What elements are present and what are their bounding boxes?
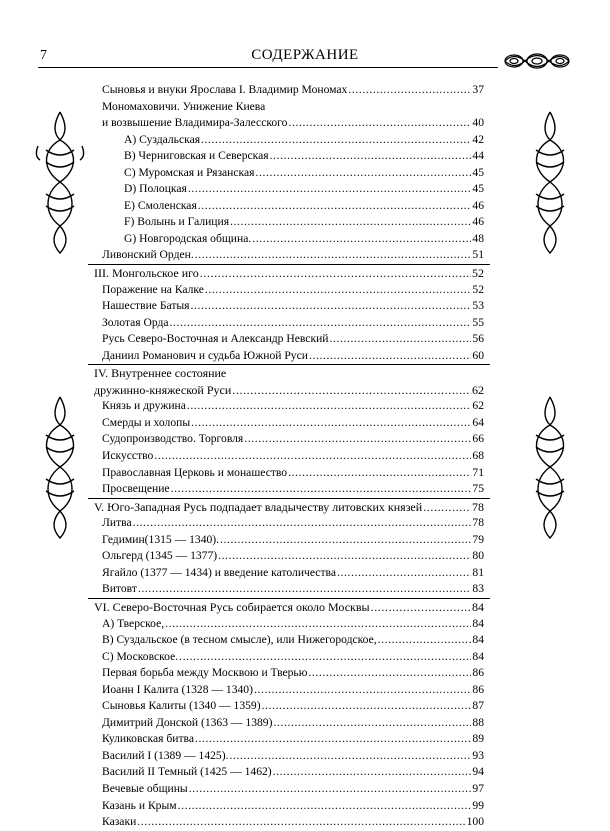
toc-entry-title: Князь и дружина [102,399,186,413]
toc-page-number: 68 [472,449,484,463]
toc-entry-title: Ягайло (1377 — 1434) и введение католичества [102,565,336,579]
toc-entry-title: Ольгерд (1345 — 1377) [102,549,218,563]
toc-entry-title: Просвещение [102,482,170,496]
toc-page-number: 48 [472,231,484,245]
toc-page-number: 45 [472,182,484,196]
toc-entry[interactable] [94,214,484,231]
dot-leader [137,814,465,831]
toc-entry-title: Православная Церковь и монашество [102,465,288,479]
toc-page-number: 100 [466,815,484,829]
toc-entry-title: Сыновья Калиты (1340 — 1359) [102,699,261,713]
dot-leader [187,398,472,415]
toc-entry-title: Витовт [102,582,137,596]
toc-entry-title: D) Полоцкая [124,182,187,196]
toc-entry[interactable] [94,665,484,682]
dot-leader [195,247,472,264]
toc-entry-title: Куликовская битва [102,732,195,746]
toc-page-number: 94 [472,765,484,779]
toc-entry[interactable] [94,282,484,299]
left-ornament-top-icon [32,110,88,255]
toc-entry[interactable] [94,148,484,165]
toc-entry-title: F) Волынь и Галиция [124,215,230,229]
toc-page-number: 71 [472,465,484,479]
toc-entry[interactable] [94,731,484,748]
toc-entry[interactable] [94,465,484,482]
toc-entry-title: Гедимин(1315 — 1340). [102,532,220,546]
toc-entry[interactable] [94,748,484,765]
dot-leader [273,715,471,732]
toc-entry[interactable] [94,298,484,315]
dot-leader [252,231,471,248]
toc-entry[interactable] [94,348,484,365]
dot-leader [288,115,471,132]
toc-entry[interactable] [94,632,484,649]
toc-entry-title: IV. Внутреннее состояние [94,366,227,381]
toc-entry-title: Даниил Романович и судьба Южной Руси [102,348,308,362]
dot-leader [195,731,471,748]
toc-entry[interactable] [94,814,484,831]
toc-entry-title: A) Суздальская [124,132,201,146]
toc-entry-title: B) Суздальское (в тесном смысле), или Нижегородское, [102,633,377,647]
toc-page-number: 62 [472,382,484,397]
dot-leader [229,748,471,765]
toc-entry[interactable] [94,532,484,549]
toc-entry-title: Василий II Темный (1425 — 1462) [102,765,272,779]
toc-entry[interactable] [94,515,484,532]
toc-entry-title: Золотая Орда [102,315,169,329]
toc-entry-title: дружинно-княжеской Руси [94,382,232,397]
toc-entry-title: Смерды и холопы [102,415,191,429]
toc-entry-title: Русь Северо-Восточная и Александр Невский [102,332,329,346]
dot-leader [165,616,471,633]
toc-entry-title: Вечевые общины [102,781,188,795]
toc-page-number: 51 [472,248,484,262]
toc-page-number: 84 [472,633,484,647]
toc-entry[interactable] [94,698,484,715]
toc-page-number: 89 [472,732,484,746]
dot-leader [218,548,471,565]
toc-page-number: 86 [472,682,484,696]
dot-leader [255,165,471,182]
toc-entry-title: Литва [102,516,132,530]
toc-entry-title: Поражение на Калке [102,282,204,296]
toc-entry-title: C) Московское. [102,649,179,663]
dot-leader [170,315,472,332]
toc-entry-title: Судопроизводство. Торговля [102,432,244,446]
toc-page-number: 52 [472,282,484,296]
dot-leader [270,148,472,165]
toc-page-number: 46 [472,215,484,229]
toc-entry[interactable] [94,682,484,699]
dot-leader [205,282,471,299]
toc-page-number: 60 [472,348,484,362]
toc-entry-title: Сыновья и внуки Ярослава I. Владимир Мономах [102,83,348,96]
dot-leader [188,181,472,198]
toc-page-number: 64 [472,415,484,429]
toc-entry-title: Иоанн I Калита (1328 — 1340) [102,682,253,696]
toc-entry[interactable] [94,181,484,198]
toc-entry[interactable] [94,781,484,798]
toc-entry[interactable] [94,82,484,99]
toc-entry[interactable] [94,415,484,432]
toc-page-number: 75 [472,482,484,496]
toc-page-number: 37 [472,83,484,96]
toc-entry[interactable] [94,198,484,215]
toc-entry[interactable] [94,431,484,448]
toc-page-number: 40 [472,116,484,130]
toc-page-number: 56 [472,332,484,346]
toc-page-number: 84 [472,616,484,630]
toc-entry-title: и возвышение Владимира-Залесского [102,116,288,130]
toc-entry-title: B) Черниговская и Северская [124,149,269,163]
toc-page-number: 86 [472,666,484,680]
toc-entry[interactable] [94,231,484,248]
toc-page-number: 97 [472,781,484,795]
dot-leader [244,431,471,448]
toc-page-number: 66 [472,432,484,446]
dot-leader [423,499,471,516]
toc-section[interactable] [94,499,484,516]
dot-leader [262,698,472,715]
toc-page-number: 87 [472,699,484,713]
dot-leader [337,565,471,582]
toc-entry-title: III. Монгольское иго [94,266,199,281]
dot-leader [308,665,471,682]
dot-leader [171,481,472,498]
page-number: 7 [40,48,47,63]
dot-leader [230,214,471,231]
toc-entry-title: Василий I (1389 — 1425). [102,748,229,762]
toc-page-number: 45 [472,165,484,179]
dot-leader [254,682,471,699]
toc-page-number: 52 [472,266,484,281]
header-ornament-icon [502,50,572,72]
page-header [38,44,572,66]
toc-entry[interactable] [94,132,484,149]
toc-entry[interactable] [94,581,484,598]
toc-entry-title: Нашествие Батыя [102,299,190,313]
right-ornament-bottom-icon [522,395,578,540]
toc-entry-title: Первая борьба между Москвою и Тверью [102,666,308,680]
toc-page-number: 99 [472,798,484,812]
toc-page-number: 53 [472,299,484,313]
dot-leader [232,382,471,399]
toc-entry[interactable] [94,331,484,348]
toc-page-number: 88 [472,715,484,729]
toc-page-number: 93 [472,748,484,762]
right-ornament-top-icon [522,110,578,255]
dot-leader [371,599,471,616]
toc-page-number: 84 [472,649,484,663]
toc-entry-title: V. Юго-Западная Русь подпадает владычеству литовских князей [94,499,423,514]
dot-leader [189,781,472,798]
dot-leader [191,298,472,315]
dot-leader [273,764,472,781]
toc-section[interactable] [94,599,484,616]
toc-page-number: 79 [472,532,484,546]
toc-entry-title: A) Тверское, [102,616,165,630]
toc-page-number: 81 [472,565,484,579]
toc-page-number: 78 [472,499,484,514]
dot-leader [138,581,472,598]
toc-entry[interactable] [94,616,484,633]
toc-page-number: 55 [472,315,484,329]
dot-leader [348,82,471,99]
toc-entry[interactable] [94,448,484,465]
toc-entry-title: Казаки [102,815,137,829]
table-of-contents [94,82,484,831]
header-rule [38,67,498,68]
toc-entry-title: VI. Северо-Восточная Русь собирается около Москвы [94,599,370,614]
dot-leader [179,649,471,666]
toc-page-number: 80 [472,549,484,563]
toc-entry-title: Мономаховичи. Унижение Киева [102,99,266,113]
page-title: СОДЕРЖАНИЕ [251,47,359,63]
dot-leader [198,198,472,215]
toc-entry-title: E) Смоленская [124,198,197,212]
toc-entry[interactable] [94,315,484,332]
toc-entry-title: Димитрий Донской (1363 — 1389) [102,715,273,729]
toc-page-number: 83 [472,582,484,596]
dot-leader [330,331,472,348]
toc-page-number: 46 [472,198,484,212]
dot-leader [309,348,471,365]
dot-leader [191,415,471,432]
toc-entry-title: C) Муромская и Рязанская [124,165,255,179]
toc-page-number: 42 [472,132,484,146]
toc-entry-title: Искусство [102,449,154,463]
toc-entry[interactable] [94,247,484,264]
dot-leader [378,632,472,649]
toc-entry[interactable] [94,115,484,132]
toc-section[interactable] [94,365,484,382]
dot-leader [220,532,471,549]
dot-leader [200,265,471,282]
toc-entry[interactable] [94,165,484,182]
left-ornament-bottom-icon [32,395,88,540]
toc-page-number: 44 [472,149,484,163]
dot-leader [288,465,471,482]
toc-page-number: 78 [472,516,484,530]
dot-leader [154,448,471,465]
toc-entry[interactable] [94,649,484,666]
toc-page-number: 84 [472,599,484,614]
toc-entry[interactable] [94,565,484,582]
toc-section[interactable] [94,382,484,399]
toc-entry-title: Ливонский Орден. [102,248,194,262]
dot-leader [133,515,472,532]
dot-leader [201,132,471,149]
toc-entry[interactable] [94,715,484,732]
toc-entry-title: G) Новгородская община. [124,231,252,245]
toc-entry[interactable] [94,99,484,116]
toc-entry[interactable] [94,764,484,781]
toc-entry-title: Казань и Крым [102,798,177,812]
toc-section[interactable] [94,265,484,282]
toc-entry[interactable] [94,481,484,498]
toc-entry[interactable] [94,398,484,415]
toc-page-number: 62 [472,399,484,413]
toc-entry[interactable] [94,548,484,565]
